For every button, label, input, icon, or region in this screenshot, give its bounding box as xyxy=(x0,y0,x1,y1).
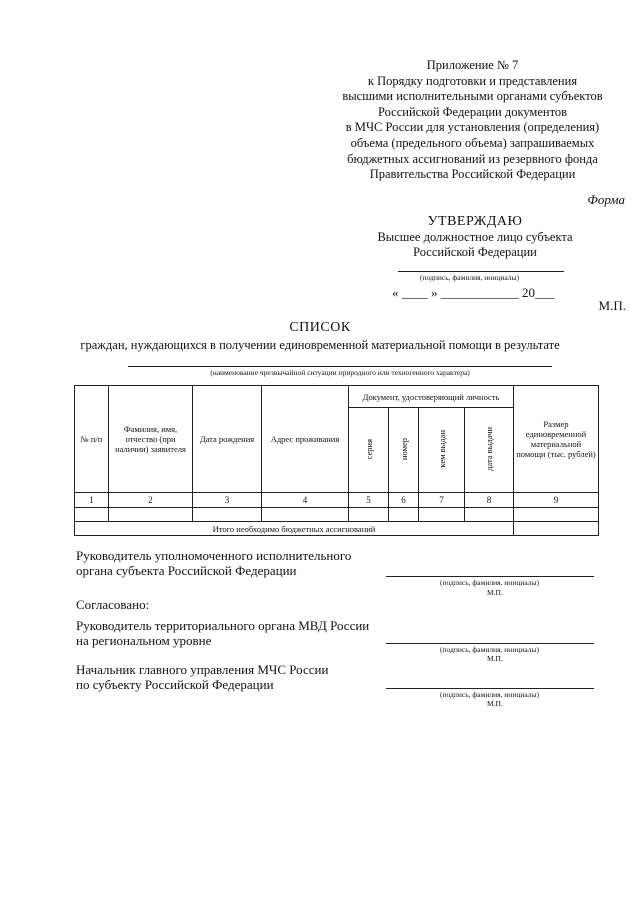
header-issued-by-cell xyxy=(419,408,465,493)
table-cell xyxy=(349,508,389,522)
column-number: 5 xyxy=(349,493,389,508)
header-issued-by: кем выдан xyxy=(436,430,447,468)
list-subtitle: граждан, нуждающихся в получении единовременной материальной помощи в результате xyxy=(80,338,560,352)
head-title-line: Руководитель уполномоченного исполнительного xyxy=(76,548,352,563)
column-number: 7 xyxy=(419,493,465,508)
mchs-signature-caption: (подпись, фамилия, инициалы) xyxy=(440,690,540,699)
approve-line: Высшее должностное лицо субъекта xyxy=(377,230,573,244)
annex-line: в МЧС России для установления (определения) xyxy=(345,120,600,135)
mchs-signature-block xyxy=(76,662,328,692)
table-cell xyxy=(465,508,514,522)
annex-line: к Порядку подготовки и представления xyxy=(367,73,578,88)
column-number: 3 xyxy=(193,493,262,508)
table-cell xyxy=(514,508,599,522)
mchs-title-line: по субъекту Российской Федерации xyxy=(76,677,274,692)
mvd-signature-caption: (подпись, фамилия, инициалы) xyxy=(440,645,540,654)
table-row xyxy=(75,508,599,522)
table-cell xyxy=(193,508,262,522)
list-title: СПИСОК xyxy=(289,320,351,335)
head-signature-line xyxy=(386,576,594,577)
header-series: серия xyxy=(363,438,374,460)
header-issue-date: дата выдачи xyxy=(484,427,494,471)
mchs-title-line: Начальник главного управления МЧС России xyxy=(76,662,329,677)
header-aid-amount: Размер единовременной материальной помощи (тыс. рублей) xyxy=(514,386,599,493)
agreed-label: Согласовано: xyxy=(76,597,150,612)
annex-line: бюджетных ассигнований из резервного фонда xyxy=(347,151,598,166)
total-value xyxy=(514,522,599,536)
annex-line: Приложение № 7 xyxy=(426,58,519,72)
table-cell xyxy=(419,508,465,522)
mchs-signature-line xyxy=(386,688,594,689)
header-identity-document: Документ, удостоверяющий личность xyxy=(349,386,514,408)
header-doc-number-cell xyxy=(389,408,419,493)
approve-title: УТВЕРЖДАЮ xyxy=(427,214,523,229)
head-stamp-place: М.П. xyxy=(487,588,503,597)
column-number: 1 xyxy=(75,493,109,508)
approve-signature-caption: (подпись, фамилия, инициалы) xyxy=(420,273,520,282)
column-number: 6 xyxy=(389,493,419,508)
approve-stamp-place: М.П. xyxy=(598,298,626,313)
table-cell xyxy=(389,508,419,522)
approve-date: « ____ » ____________ 20___ xyxy=(392,285,555,300)
head-signature-block xyxy=(76,548,351,578)
annex-line: Правительства Российской Федерации xyxy=(369,167,576,182)
header-issue-date-cell xyxy=(465,408,514,493)
total-label: Итого необходимо бюджетных ассигнований xyxy=(75,522,514,536)
mvd-title-line: Руководитель территориального органа МВД России xyxy=(76,618,370,633)
mvd-signature-line xyxy=(386,643,594,644)
annex-header xyxy=(310,58,635,183)
table-cell xyxy=(109,508,193,522)
header-series-cell xyxy=(349,408,389,493)
annex-line: объема (предельного объема) запрашиваемых xyxy=(350,135,595,150)
column-number: 9 xyxy=(514,493,599,508)
mchs-stamp-place: М.П. xyxy=(487,699,503,708)
emergency-caption: (наименование чрезвычайной ситуации природного или техногенного характера) xyxy=(210,368,470,377)
table-cell xyxy=(75,508,109,522)
total-row xyxy=(75,522,599,536)
mvd-signature-block xyxy=(76,618,369,648)
citizens-table xyxy=(74,385,599,536)
head-signature-caption: (подпись, фамилия, инициалы) xyxy=(440,578,540,587)
form-label: Форма xyxy=(587,192,625,207)
column-numbers-row xyxy=(75,493,599,508)
header-address: Адрес проживания xyxy=(262,386,349,493)
column-number: 8 xyxy=(465,493,514,508)
header-full-name: Фамилия, имя, отчество (при наличии) заявителя xyxy=(109,386,193,493)
head-title-line: органа субъекта Российской Федерации xyxy=(76,563,297,578)
annex-line: Российской Федерации документов xyxy=(377,104,568,119)
mvd-title-line: на региональном уровне xyxy=(76,633,212,648)
annex-line: высшими исполнительными органами субъектов xyxy=(342,89,603,104)
approve-signature-line xyxy=(398,271,564,272)
header-number: № п/п xyxy=(75,386,109,493)
emergency-line xyxy=(128,366,552,367)
mvd-stamp-place: М.П. xyxy=(487,654,503,663)
approval-block xyxy=(360,214,590,260)
header-doc-number: номер xyxy=(398,437,409,461)
approve-line: Российской Федерации xyxy=(413,245,537,259)
column-number: 4 xyxy=(262,493,349,508)
table-cell xyxy=(262,508,349,522)
column-number: 2 xyxy=(109,493,193,508)
header-birth-date: Дата рождения xyxy=(193,386,262,493)
